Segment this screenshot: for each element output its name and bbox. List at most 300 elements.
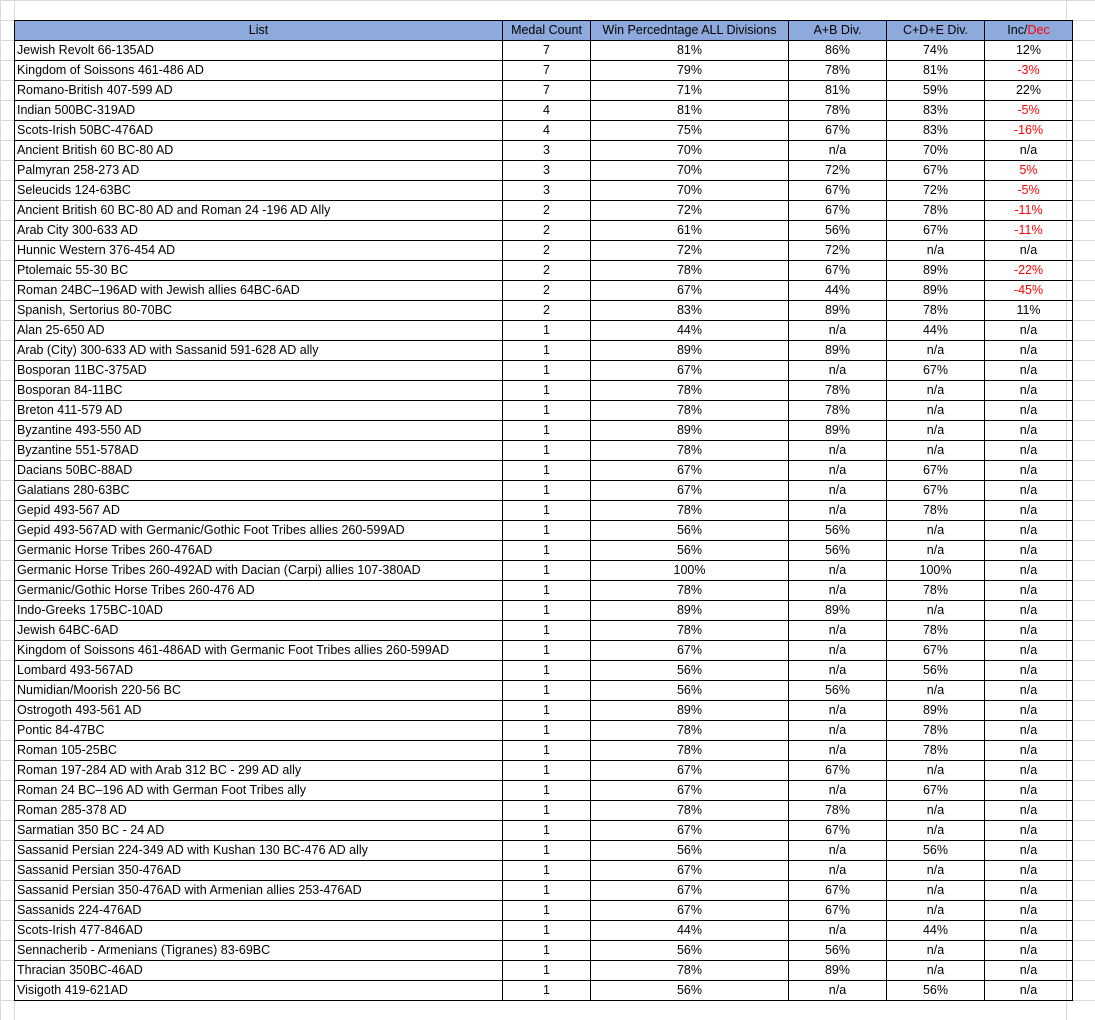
cell-win-percentage[interactable]: 81% [591,101,789,121]
cell-win-percentage[interactable]: 44% [591,921,789,941]
cell-ab-div[interactable]: n/a [789,861,887,881]
cell-ab-div[interactable]: 56% [789,681,887,701]
cell-inc-dec[interactable]: n/a [985,901,1073,921]
cell-inc-dec[interactable]: -16% [985,121,1073,141]
cell-medal-count[interactable]: 1 [503,321,591,341]
cell-ab-div[interactable]: 56% [789,221,887,241]
cell-list[interactable]: Ancient British 60 BC-80 AD [15,141,503,161]
cell-ab-div[interactable]: 81% [789,81,887,101]
cell-win-percentage[interactable]: 78% [591,381,789,401]
cell-cde-div[interactable]: 67% [887,481,985,501]
cell-ab-div[interactable]: 56% [789,941,887,961]
cell-inc-dec[interactable]: n/a [985,361,1073,381]
cell-cde-div[interactable]: 78% [887,301,985,321]
cell-inc-dec[interactable]: n/a [985,461,1073,481]
cell-cde-div[interactable]: n/a [887,861,985,881]
cell-cde-div[interactable]: 78% [887,581,985,601]
cell-list[interactable]: Numidian/Moorish 220-56 BC [15,681,503,701]
cell-medal-count[interactable]: 1 [503,501,591,521]
cell-list[interactable]: Kingdom of Soissons 461-486 AD [15,61,503,81]
cell-medal-count[interactable]: 1 [503,441,591,461]
cell-inc-dec[interactable]: 11% [985,301,1073,321]
cell-list[interactable]: Bosporan 11BC-375AD [15,361,503,381]
cell-list[interactable]: Germanic/Gothic Horse Tribes 260-476 AD [15,581,503,601]
cell-cde-div[interactable]: n/a [887,881,985,901]
cell-win-percentage[interactable]: 78% [591,501,789,521]
cell-ab-div[interactable]: 44% [789,281,887,301]
cell-cde-div[interactable]: 67% [887,221,985,241]
cell-ab-div[interactable]: 72% [789,241,887,261]
cell-inc-dec[interactable]: n/a [985,521,1073,541]
cell-ab-div[interactable]: n/a [789,921,887,941]
cell-win-percentage[interactable]: 78% [591,401,789,421]
cell-medal-count[interactable]: 1 [503,801,591,821]
cell-list[interactable]: Scots-Irish 50BC-476AD [15,121,503,141]
cell-inc-dec[interactable]: n/a [985,621,1073,641]
cell-list[interactable]: Gepid 493-567AD with Germanic/Gothic Foot Tribes allies 260-599AD [15,521,503,541]
cell-list[interactable]: Indian 500BC-319AD [15,101,503,121]
table-row [15,961,1073,981]
cell-cde-div[interactable]: n/a [887,601,985,621]
cell-list[interactable]: Germanic Horse Tribes 260-476AD [15,541,503,561]
cell-ab-div[interactable]: n/a [789,621,887,641]
cell-medal-count[interactable]: 1 [503,921,591,941]
cell-win-percentage[interactable]: 67% [591,361,789,381]
cell-medal-count[interactable]: 1 [503,821,591,841]
cell-inc-dec[interactable]: -5% [985,181,1073,201]
cell-inc-dec[interactable]: n/a [985,641,1073,661]
cell-medal-count[interactable]: 2 [503,301,591,321]
cell-win-percentage[interactable]: 89% [591,601,789,621]
cell-list[interactable]: Germanic Horse Tribes 260-492AD with Dacian (Carpi) allies 107-380AD [15,561,503,581]
cell-ab-div[interactable]: 67% [789,881,887,901]
cell-win-percentage[interactable]: 67% [591,281,789,301]
cell-win-percentage[interactable]: 70% [591,141,789,161]
cell-cde-div[interactable]: n/a [887,821,985,841]
cell-cde-div[interactable]: 74% [887,41,985,61]
cell-medal-count[interactable]: 1 [503,881,591,901]
cell-inc-dec[interactable]: -11% [985,201,1073,221]
cell-inc-dec[interactable]: n/a [985,921,1073,941]
cell-ab-div[interactable]: 78% [789,101,887,121]
cell-cde-div[interactable]: n/a [887,241,985,261]
cell-list[interactable]: Romano-British 407-599 AD [15,81,503,101]
cell-list[interactable]: Pontic 84-47BC [15,721,503,741]
cell-win-percentage[interactable]: 89% [591,701,789,721]
cell-ab-div[interactable]: n/a [789,561,887,581]
cell-inc-dec[interactable]: n/a [985,761,1073,781]
cell-cde-div[interactable]: 78% [887,721,985,741]
header-medal-count[interactable]: Medal Count [503,21,591,41]
cell-cde-div[interactable]: 56% [887,661,985,681]
cell-inc-dec[interactable]: n/a [985,381,1073,401]
cell-medal-count[interactable]: 1 [503,481,591,501]
cell-inc-dec[interactable]: n/a [985,821,1073,841]
cell-list[interactable]: Spanish, Sertorius 80-70BC [15,301,503,321]
cell-list[interactable]: Roman 197-284 AD with Arab 312 BC - 299 AD ally [15,761,503,781]
cell-cde-div[interactable]: 59% [887,81,985,101]
cell-list[interactable]: Jewish 64BC-6AD [15,621,503,641]
cell-win-percentage[interactable]: 67% [591,821,789,841]
cell-inc-dec[interactable]: n/a [985,781,1073,801]
cell-cde-div[interactable]: n/a [887,381,985,401]
cell-medal-count[interactable]: 2 [503,261,591,281]
cell-inc-dec[interactable]: n/a [985,881,1073,901]
cell-cde-div[interactable]: 89% [887,261,985,281]
cell-medal-count[interactable]: 1 [503,681,591,701]
header-win-percentage[interactable]: Win Percedntage ALL Divisions [591,21,789,41]
cell-list[interactable]: Byzantine 493-550 AD [15,421,503,441]
cell-win-percentage[interactable]: 44% [591,321,789,341]
cell-list[interactable]: Sarmatian 350 BC - 24 AD [15,821,503,841]
cell-cde-div[interactable]: n/a [887,541,985,561]
cell-medal-count[interactable]: 1 [503,961,591,981]
cell-ab-div[interactable]: 89% [789,421,887,441]
cell-inc-dec[interactable]: n/a [985,661,1073,681]
cell-ab-div[interactable]: n/a [789,321,887,341]
cell-medal-count[interactable]: 1 [503,341,591,361]
cell-medal-count[interactable]: 1 [503,581,591,601]
cell-cde-div[interactable]: 67% [887,361,985,381]
cell-list[interactable]: Ancient British 60 BC-80 AD and Roman 24 -196 AD Ally [15,201,503,221]
header-cde-div[interactable]: C+D+E Div. [887,21,985,41]
cell-inc-dec[interactable]: n/a [985,741,1073,761]
cell-inc-dec[interactable]: n/a [985,841,1073,861]
cell-medal-count[interactable]: 4 [503,121,591,141]
cell-inc-dec[interactable]: n/a [985,861,1073,881]
table-row [15,421,1073,441]
cell-ab-div[interactable]: n/a [789,701,887,721]
cell-win-percentage[interactable]: 67% [591,901,789,921]
cell-list[interactable]: Palmyran 258-273 AD [15,161,503,181]
cell-medal-count[interactable]: 1 [503,621,591,641]
cell-list[interactable]: Arab City 300-633 AD [15,221,503,241]
cell-ab-div[interactable]: 86% [789,41,887,61]
cell-win-percentage[interactable]: 56% [591,681,789,701]
cell-list[interactable]: Roman 105-25BC [15,741,503,761]
cell-cde-div[interactable]: 70% [887,141,985,161]
cell-inc-dec[interactable]: n/a [985,981,1073,1001]
cell-cde-div[interactable]: n/a [887,681,985,701]
cell-medal-count[interactable]: 1 [503,641,591,661]
cell-win-percentage[interactable]: 70% [591,161,789,181]
cell-list[interactable]: Seleucids 124-63BC [15,181,503,201]
cell-ab-div[interactable]: n/a [789,361,887,381]
cell-ab-div[interactable]: 89% [789,341,887,361]
cell-cde-div[interactable]: n/a [887,761,985,781]
table-row [15,241,1073,261]
cell-cde-div[interactable]: 89% [887,701,985,721]
cell-ab-div[interactable]: 89% [789,301,887,321]
cell-win-percentage[interactable]: 56% [591,521,789,541]
cell-list[interactable]: Scots-Irish 477-846AD [15,921,503,941]
cell-medal-count[interactable]: 2 [503,281,591,301]
cell-cde-div[interactable]: n/a [887,961,985,981]
cell-ab-div[interactable]: 89% [789,601,887,621]
cell-ab-div[interactable]: 67% [789,761,887,781]
cell-medal-count[interactable]: 1 [503,561,591,581]
cell-ab-div[interactable]: n/a [789,481,887,501]
cell-list[interactable]: Lombard 493-567AD [15,661,503,681]
cell-ab-div[interactable]: 56% [789,521,887,541]
cell-medal-count[interactable]: 1 [503,601,591,621]
cell-win-percentage[interactable]: 81% [591,41,789,61]
cell-list[interactable]: Roman 285-378 AD [15,801,503,821]
cell-cde-div[interactable]: n/a [887,341,985,361]
cell-win-percentage[interactable]: 72% [591,241,789,261]
cell-medal-count[interactable]: 1 [503,381,591,401]
cell-medal-count[interactable]: 1 [503,861,591,881]
cell-list[interactable]: Sennacherib - Armenians (Tigranes) 83-69BC [15,941,503,961]
cell-inc-dec[interactable]: n/a [985,581,1073,601]
cell-ab-div[interactable]: 78% [789,801,887,821]
cell-cde-div[interactable]: 67% [887,781,985,801]
cell-win-percentage[interactable]: 67% [591,461,789,481]
cell-inc-dec[interactable]: n/a [985,561,1073,581]
cell-medal-count[interactable]: 1 [503,761,591,781]
cell-inc-dec[interactable]: -11% [985,221,1073,241]
cell-list[interactable]: Galatians 280-63BC [15,481,503,501]
cell-win-percentage[interactable]: 56% [591,661,789,681]
cell-win-percentage[interactable]: 72% [591,201,789,221]
cell-medal-count[interactable]: 1 [503,521,591,541]
cell-medal-count[interactable]: 1 [503,941,591,961]
cell-ab-div[interactable]: 78% [789,381,887,401]
cell-ab-div[interactable]: n/a [789,741,887,761]
cell-cde-div[interactable]: 100% [887,561,985,581]
cell-list[interactable]: Kingdom of Soissons 461-486AD with Germanic Foot Tribes allies 260-599AD [15,641,503,661]
cell-inc-dec[interactable]: n/a [985,701,1073,721]
cell-medal-count[interactable]: 7 [503,61,591,81]
cell-ab-div[interactable]: 67% [789,181,887,201]
cell-win-percentage[interactable]: 78% [591,621,789,641]
cell-inc-dec[interactable]: n/a [985,341,1073,361]
cell-cde-div[interactable]: n/a [887,401,985,421]
cell-list[interactable]: Sassanid Persian 350-476AD with Armenian allies 253-476AD [15,881,503,901]
cell-ab-div[interactable]: n/a [789,721,887,741]
cell-list[interactable]: Sassanid Persian 224-349 AD with Kushan 130 BC-476 AD ally [15,841,503,861]
cell-ab-div[interactable]: n/a [789,501,887,521]
cell-ab-div[interactable]: n/a [789,461,887,481]
cell-win-percentage[interactable]: 70% [591,181,789,201]
cell-inc-dec[interactable]: n/a [985,681,1073,701]
cell-cde-div[interactable]: 78% [887,201,985,221]
cell-ab-div[interactable]: 67% [789,261,887,281]
cell-list[interactable]: Ostrogoth 493-561 AD [15,701,503,721]
cell-list[interactable]: Ptolemaic 55-30 BC [15,261,503,281]
cell-ab-div[interactable]: 67% [789,901,887,921]
cell-ab-div[interactable]: 78% [789,61,887,81]
cell-inc-dec[interactable]: n/a [985,801,1073,821]
cell-ab-div[interactable]: n/a [789,781,887,801]
cell-inc-dec[interactable]: -5% [985,101,1073,121]
cell-medal-count[interactable]: 1 [503,361,591,381]
cell-list[interactable]: Byzantine 551-578AD [15,441,503,461]
cell-medal-count[interactable]: 1 [503,981,591,1001]
cell-medal-count[interactable]: 1 [503,721,591,741]
cell-ab-div[interactable]: n/a [789,981,887,1001]
cell-list[interactable]: Indo-Greeks 175BC-10AD [15,601,503,621]
cell-win-percentage[interactable]: 89% [591,341,789,361]
cell-win-percentage[interactable]: 75% [591,121,789,141]
cell-win-percentage[interactable]: 78% [591,581,789,601]
cell-ab-div[interactable]: 67% [789,821,887,841]
cell-medal-count[interactable]: 3 [503,181,591,201]
cell-ab-div[interactable]: n/a [789,581,887,601]
cell-ab-div[interactable]: n/a [789,441,887,461]
header-ab-div[interactable]: A+B Div. [789,21,887,41]
cell-inc-dec[interactable]: 22% [985,81,1073,101]
cell-inc-dec[interactable]: n/a [985,321,1073,341]
cell-win-percentage[interactable]: 61% [591,221,789,241]
cell-win-percentage[interactable]: 78% [591,741,789,761]
header-inc-dec[interactable] [985,21,1073,41]
cell-cde-div[interactable]: 78% [887,741,985,761]
cell-win-percentage[interactable]: 78% [591,961,789,981]
cell-ab-div[interactable]: 89% [789,961,887,981]
table-row [15,701,1073,721]
cell-medal-count[interactable]: 1 [503,781,591,801]
cell-medal-count[interactable]: 7 [503,81,591,101]
cell-cde-div[interactable]: 81% [887,61,985,81]
cell-win-percentage[interactable]: 78% [591,721,789,741]
cell-list[interactable]: Jewish Revolt 66-135AD [15,41,503,61]
cell-medal-count[interactable]: 3 [503,161,591,181]
cell-medal-count[interactable]: 1 [503,701,591,721]
cell-medal-count[interactable]: 7 [503,41,591,61]
cell-cde-div[interactable]: 56% [887,981,985,1001]
cell-inc-dec[interactable]: -45% [985,281,1073,301]
cell-cde-div[interactable]: n/a [887,521,985,541]
cell-list[interactable]: Dacians 50BC-88AD [15,461,503,481]
cell-cde-div[interactable]: n/a [887,441,985,461]
cell-list[interactable]: Alan 25-650 AD [15,321,503,341]
cell-medal-count[interactable]: 1 [503,541,591,561]
cell-inc-dec[interactable]: -22% [985,261,1073,281]
cell-inc-dec[interactable]: 12% [985,41,1073,61]
cell-inc-dec[interactable]: n/a [985,141,1073,161]
cell-medal-count[interactable]: 1 [503,461,591,481]
cell-cde-div[interactable]: n/a [887,421,985,441]
cell-medal-count[interactable]: 1 [503,421,591,441]
cell-list[interactable]: Visigoth 419-621AD [15,981,503,1001]
cell-win-percentage[interactable]: 79% [591,61,789,81]
cell-inc-dec[interactable]: n/a [985,401,1073,421]
cell-medal-count[interactable]: 3 [503,141,591,161]
cell-cde-div[interactable]: 56% [887,841,985,861]
cell-cde-div[interactable]: 44% [887,321,985,341]
cell-inc-dec[interactable]: -3% [985,61,1073,81]
cell-ab-div[interactable]: n/a [789,641,887,661]
cell-win-percentage[interactable]: 100% [591,561,789,581]
cell-medal-count[interactable]: 1 [503,661,591,681]
cell-medal-count[interactable]: 1 [503,901,591,921]
cell-inc-dec[interactable]: n/a [985,501,1073,521]
cell-inc-dec[interactable]: n/a [985,441,1073,461]
cell-cde-div[interactable]: 89% [887,281,985,301]
cell-cde-div[interactable]: 67% [887,461,985,481]
cell-medal-count[interactable]: 1 [503,741,591,761]
cell-list[interactable]: Gepid 493-567 AD [15,501,503,521]
table-row [15,281,1073,301]
cell-list[interactable]: Thracian 350BC-46AD [15,961,503,981]
cell-inc-dec[interactable]: n/a [985,721,1073,741]
cell-win-percentage[interactable]: 56% [591,841,789,861]
cell-cde-div[interactable]: 83% [887,121,985,141]
cell-cde-div[interactable]: n/a [887,901,985,921]
header-list[interactable]: List [15,21,503,41]
cell-win-percentage[interactable]: 83% [591,301,789,321]
cell-inc-dec[interactable]: n/a [985,541,1073,561]
cell-ab-div[interactable]: 56% [789,541,887,561]
cell-list[interactable]: Sassanid Persian 350-476AD [15,861,503,881]
cell-cde-div[interactable]: 78% [887,621,985,641]
cell-ab-div[interactable]: 78% [789,401,887,421]
cell-ab-div[interactable]: 72% [789,161,887,181]
cell-win-percentage[interactable]: 56% [591,941,789,961]
cell-list[interactable]: Breton 411-579 AD [15,401,503,421]
cell-list[interactable]: Hunnic Western 376-454 AD [15,241,503,261]
cell-cde-div[interactable]: 67% [887,161,985,181]
cell-list[interactable]: Roman 24 BC–196 AD with German Foot Tribes ally [15,781,503,801]
cell-win-percentage[interactable]: 78% [591,801,789,821]
cell-cde-div[interactable]: 67% [887,641,985,661]
cell-inc-dec[interactable]: n/a [985,241,1073,261]
cell-medal-count[interactable]: 1 [503,401,591,421]
cell-list[interactable]: Arab (City) 300-633 AD with Sassanid 591-628 AD ally [15,341,503,361]
cell-inc-dec[interactable]: n/a [985,941,1073,961]
cell-list[interactable]: Bosporan 84-11BC [15,381,503,401]
cell-win-percentage[interactable]: 56% [591,541,789,561]
cell-inc-dec[interactable]: n/a [985,481,1073,501]
cell-cde-div[interactable]: n/a [887,801,985,821]
cell-cde-div[interactable]: 72% [887,181,985,201]
cell-win-percentage[interactable]: 67% [591,881,789,901]
cell-cde-div[interactable]: 83% [887,101,985,121]
cell-ab-div[interactable]: 67% [789,121,887,141]
cell-inc-dec[interactable]: 5% [985,161,1073,181]
cell-medal-count[interactable]: 2 [503,241,591,261]
cell-win-percentage[interactable]: 71% [591,81,789,101]
cell-win-percentage[interactable]: 67% [591,761,789,781]
cell-ab-div[interactable]: n/a [789,661,887,681]
cell-win-percentage[interactable]: 78% [591,261,789,281]
cell-win-percentage[interactable]: 56% [591,981,789,1001]
cell-win-percentage[interactable]: 67% [591,641,789,661]
cell-win-percentage[interactable]: 89% [591,421,789,441]
cell-ab-div[interactable]: 67% [789,201,887,221]
cell-list[interactable]: Roman 24BC–196AD with Jewish allies 64BC-6AD [15,281,503,301]
cell-win-percentage[interactable]: 67% [591,781,789,801]
cell-win-percentage[interactable]: 67% [591,481,789,501]
cell-win-percentage[interactable]: 67% [591,861,789,881]
cell-cde-div[interactable]: 44% [887,921,985,941]
cell-list[interactable]: Sassanids 224-476AD [15,901,503,921]
cell-ab-div[interactable]: n/a [789,141,887,161]
cell-cde-div[interactable]: 78% [887,501,985,521]
cell-medal-count[interactable]: 2 [503,201,591,221]
cell-ab-div[interactable]: n/a [789,841,887,861]
cell-inc-dec[interactable]: n/a [985,601,1073,621]
cell-medal-count[interactable]: 4 [503,101,591,121]
cell-inc-dec[interactable]: n/a [985,961,1073,981]
table-row [15,341,1073,361]
cell-medal-count[interactable]: 1 [503,841,591,861]
cell-inc-dec[interactable]: n/a [985,421,1073,441]
cell-cde-div[interactable]: n/a [887,941,985,961]
cell-win-percentage[interactable]: 78% [591,441,789,461]
cell-medal-count[interactable]: 2 [503,221,591,241]
